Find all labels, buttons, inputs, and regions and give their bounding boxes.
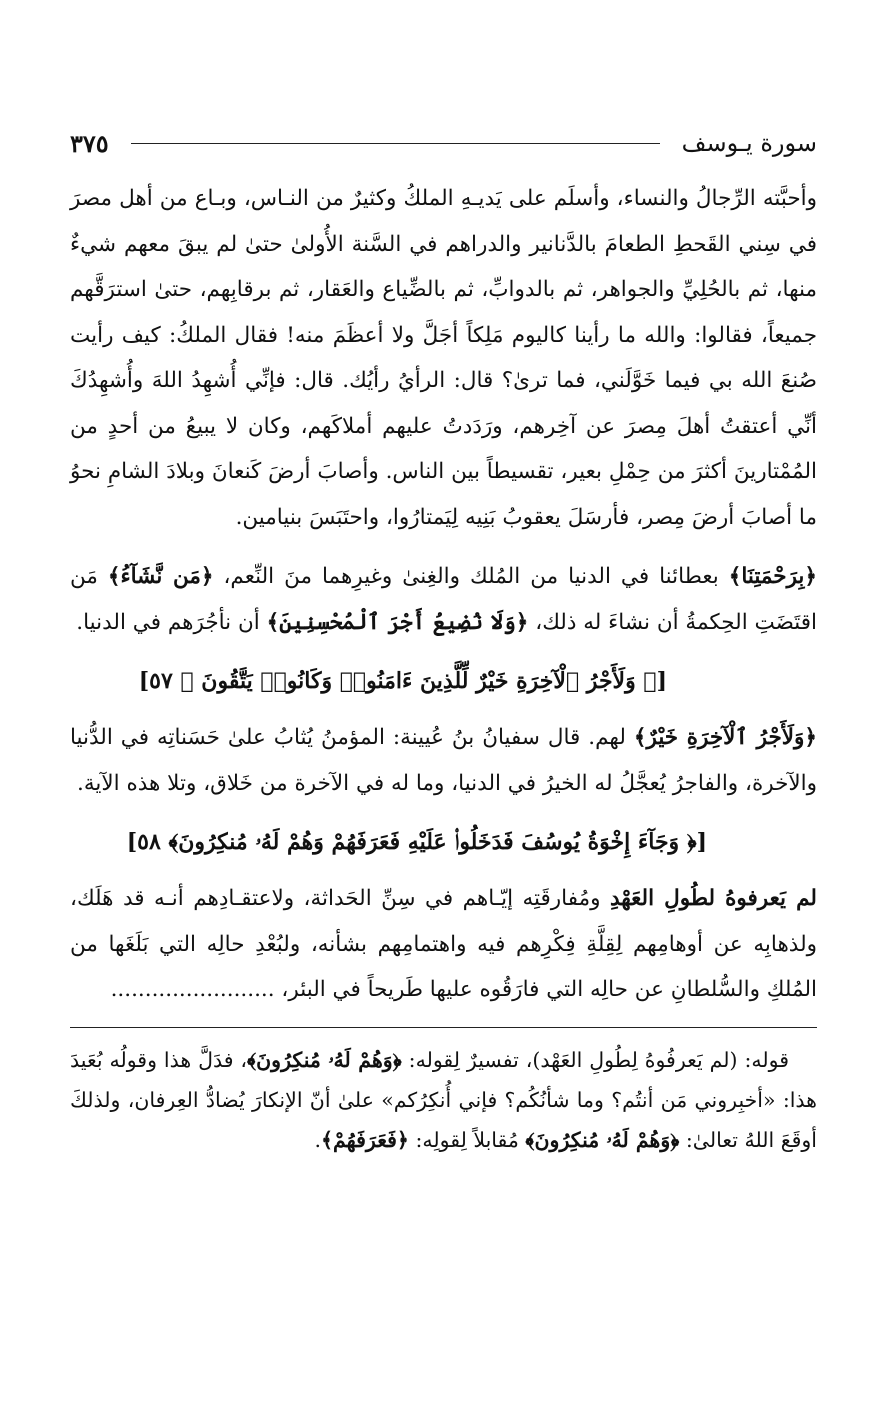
highlighted-phrase: لم يَعرفوهُ لطُولِ العَهْدِ <box>609 886 817 911</box>
quran-quote: ﴿بِرَحْمَتِنَا﴾ <box>728 564 818 589</box>
quran-quote: ﴿وَهُمْ لَهُۥ مُنكِرُونَ﴾ <box>525 1127 680 1152</box>
quran-quote: ﴿فَعَرَفَهُمْ﴾ <box>321 1127 409 1152</box>
footnote-text: مُقابلاً لِقولِه: <box>415 1127 519 1152</box>
footnote-text: . <box>314 1127 322 1152</box>
commentary-text: بعطائنا في الدنيا من المُلك والغِنىٰ وغيرِهما منَ النِّعم، <box>223 564 719 589</box>
footnote <box>70 1040 817 1160</box>
footnote-text: قوله: (لم يَعرفُوهُ لِطُولِ العَهْد)، تفسيرٌ لِقوله: <box>408 1047 789 1072</box>
paragraph-3 <box>70 715 817 806</box>
footnote-text: ، فدَلَّ هذا وقولُه بُعَيدَ هذا: «أخبِروني مَن أنتُم؟ وما شأنُكُم؟ فإني أُنكِرُكم» علىٰ أنّ الإنكارَ يُضادُّ العِرفان، ولذلكَ أوقَعَ اللهُ تعالىٰ: <box>70 1047 817 1152</box>
surah-title: سورة يـوسف <box>681 129 817 157</box>
book-page <box>70 118 817 1411</box>
header-rule <box>131 143 660 144</box>
ayah-58: [﴿ وَجَآءَ إِخْوَةُ يُوسُفَ فَدَخَلُوا۟ عَلَيْهِ فَعَرَفَهُمْ وَهُمْ لَهُۥ مُنكِرُونَ﴾ ٥٨] <box>126 829 707 855</box>
paragraph-4 <box>70 876 817 1013</box>
commentary-text: ومُفارقَتِه إيّـاهم في سِنِّ الحَداثة، ولاعتقـادِهم أنـه قد هَلَك، ولذهابِه عن أوهامِهم لِقِلَّةِ فِكْرِهم فيه واهتمامِهم بشأنه، ولبُعْدِ حالِه التي بَلَغَها من المُلكِ والسُّلطانِ عن حالِه التي فارَقُوه عليها طَريحاً في البئر، ........................ <box>70 886 817 1002</box>
quran-quote: ﴿وَلَأَجْرُ ٱلْآخِرَةِ خَيْرٌ﴾ <box>633 725 817 750</box>
paragraph-1: وأحبَّته الرِّجالُ والنساء، وأسلَم على يَديـهِ الملكُ وكثيرٌ من النـاس، وبـاع من أهل مصرَ في سِني القَحطِ الطعامَ بالدَّنانير والدراهم في السَّنة الأُولىٰ حتىٰ لم يبقَ معهم شيءٌ منها، ثم بالحُلِيِّ والجواهر، ثم بالدوابِّ، ثم بالضِّياع والعَقار، ثم برقابِهم، حتىٰ استرَقَّهم جميعاً، فقالوا: والله ما رأينا كاليوم مَلِكاً أجَلَّ ولا أعظَمَ منه! فقال الملكُ: كيف رأيت صُنعَ الله بي فيما خَوَّلَني، فما ترىٰ؟ قال: الرأيُ رأيُك. قال: فإنِّي أُشهِدُ اللهَ وأُشهِدُكَ أنِّي أعتقتُ أهلَ مِصرَ عن آخِرهم، ورَدَدتُ عليهم أملاكَهم، وكان لا يبيعُ من أحدٍ من المُمْتارينَ أكثرَ من حِمْلِ بعير، تقسيطاً بين الناس. وأصابَ أرضَ كَنعانَ وبلادَ الشامِ نحوُ ما أصابَ أرضَ مِصر، فأرسَلَ يعقوبُ بَنِيه لِيَمتارُوا، واحتَبَسَ بنيامين. <box>70 186 817 530</box>
page-header <box>70 118 817 168</box>
paragraph-2 <box>70 554 817 645</box>
footnote-separator <box>70 1027 817 1028</box>
commentary-text: مَن اقتَضَتِ الحِكمةُ أن نشاءَ له ذلك، <box>70 564 817 635</box>
ayah-57: [﴿ وَلَأَجْرُ ٱلْآخِرَةِ خَيْرٌ لِّلَّذِينَ ءَامَنُوا۟ وَكَانُوا۟ يَتَّقُونَ ﴾ ٥٧] <box>138 668 667 694</box>
page-number: ٣٧٥ <box>70 128 109 158</box>
quran-quote: ﴿مَن نَّشَآءُ﴾ <box>107 564 214 589</box>
commentary-text: لهم. قال سفيانُ بنُ عُيينة: المؤمنُ يُثابُ علىٰ حَسَناتِه في الدُّنيا والآخرة، والفاجرُ يُعجَّلُ له الخيرُ في الدنيا، وما له في الآخرة من خَلاق، وتلا هذه الآية. <box>70 725 817 796</box>
commentary-text: أن نأجُرَهم في الدنيا. <box>76 609 260 635</box>
paragraph-gap <box>70 540 817 554</box>
quran-quote: ﴿وَهُمْ لَهُۥ مُنكِرُونَ﴾ <box>247 1047 402 1072</box>
quran-quote: ﴿وَلَا نُضِيعُ أَجْرَ ٱلْمُحْسِنِينَ﴾ <box>266 609 529 635</box>
